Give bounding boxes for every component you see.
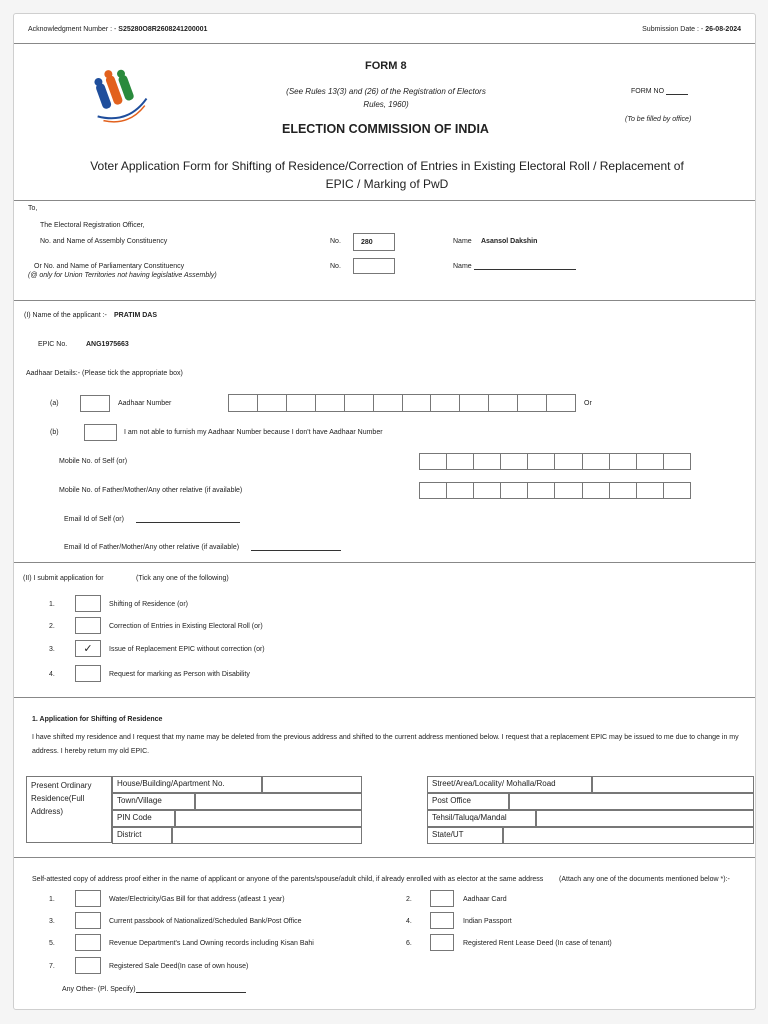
- shifting-checkbox[interactable]: [75, 595, 101, 612]
- applicant-name-value: PRATIM DAS: [114, 312, 158, 319]
- post-office-field[interactable]: [509, 793, 754, 810]
- street-field[interactable]: [592, 776, 754, 793]
- ack-value: S25280O8R2608241200001: [118, 26, 208, 33]
- pwd-option-label: Request for marking as Person with Disability: [109, 671, 250, 678]
- other-doc: [62, 986, 246, 993]
- pc-note: (@ only for Union Territories not having legislative Assembly): [28, 272, 217, 279]
- divider: [14, 697, 755, 698]
- submit-label: (II) I submit application for: [23, 575, 104, 582]
- commission-name: ELECTION COMMISSION OF INDIA: [282, 122, 489, 136]
- divider: [14, 857, 755, 858]
- form-no-label: FORM NO: [631, 88, 665, 95]
- ac-no-label: No.: [330, 238, 341, 245]
- doc-rent-deed-checkbox[interactable]: [430, 934, 454, 951]
- mobile-relative-label: Mobile No. of Father/Mother/Any other relative (if available): [59, 487, 243, 494]
- aadhaar-number-grid[interactable]: [228, 394, 576, 412]
- acknowledgment-number: [28, 26, 207, 33]
- ack-label: Acknowledgment Number : -: [28, 26, 117, 33]
- doc-sale-deed-checkbox[interactable]: [75, 957, 101, 974]
- district-label: District: [112, 827, 172, 844]
- house-field[interactable]: [262, 776, 362, 793]
- doc-number: 3.: [49, 918, 55, 925]
- doc-aadhaar-label: Aadhaar Card: [463, 896, 507, 903]
- town-field[interactable]: [195, 793, 362, 810]
- or-label: Or: [584, 400, 592, 407]
- ac-no-field[interactable]: 280: [353, 233, 395, 251]
- doc-utility-bill-label: Water/Electricity/Gas Bill for that address (atleast 1 year): [109, 896, 285, 903]
- doc-number: 5.: [49, 940, 55, 947]
- pc-name: [453, 263, 576, 270]
- option-number: 2.: [49, 623, 55, 630]
- rules-reference: (See Rules 13(3) and (26) of the Registration of Electors Rules, 1960): [286, 87, 486, 109]
- form-no-blank[interactable]: [666, 94, 688, 95]
- tehsil-label: Tehsil/Taluqa/Mandal: [427, 810, 536, 827]
- ac-name-label: Name: [453, 238, 472, 245]
- present-residence-label: Present Ordinary Residence(Full Address): [26, 776, 112, 843]
- doc-aadhaar-checkbox[interactable]: [430, 890, 454, 907]
- pc-no-label: No.: [330, 263, 341, 270]
- doc-number: 4.: [406, 918, 412, 925]
- doc-number: 2.: [406, 896, 412, 903]
- doc-passport-label: Indian Passport: [463, 918, 512, 925]
- doc-passbook-label: Current passbook of Nationalized/Scheduled Bank/Post Office: [109, 918, 302, 925]
- pc-no-field[interactable]: [353, 258, 395, 274]
- submission-value: 26-08-2024: [705, 26, 741, 33]
- doc-passbook-checkbox[interactable]: [75, 912, 101, 929]
- option-number: 4.: [49, 671, 55, 678]
- other-doc-blank[interactable]: [136, 992, 246, 993]
- state-field[interactable]: [503, 827, 754, 844]
- email-self-label: Email Id of Self (or): [64, 516, 124, 523]
- doc-number: 7.: [49, 963, 55, 970]
- pc-name-blank[interactable]: [474, 269, 576, 270]
- tehsil-field[interactable]: [536, 810, 754, 827]
- no-aadhaar-label: I am not able to furnish my Aadhaar Number because I don't have Aadhaar Number: [124, 429, 383, 436]
- district-field[interactable]: [172, 827, 362, 844]
- doc-number: 1.: [49, 896, 55, 903]
- aadhaar-details: [26, 370, 183, 377]
- street-label: Street/Area/Locality/ Mohalla/Road: [427, 776, 592, 793]
- aadhaar-option-checkbox[interactable]: [80, 395, 110, 412]
- submit-hint: (Tick any one of the following): [136, 575, 229, 582]
- office-note: (To be filled by office): [625, 116, 692, 123]
- proof-attach-note: (Attach any one of the documents mentioned below *):-: [559, 876, 730, 883]
- email-self-blank[interactable]: [136, 522, 240, 523]
- pc-name-label: Name: [453, 263, 472, 270]
- other-doc-label: Any Other- (Pl. Specify): [62, 986, 136, 993]
- proof-intro: Self-attested copy of address proof either in the name of applicant or anyone of the parents/spouse/adult child, if already enrolled with as elector at the same address: [32, 876, 544, 883]
- doc-land-records-checkbox[interactable]: [75, 934, 101, 951]
- state-label: State/UT: [427, 827, 503, 844]
- option-number: 3.: [49, 646, 55, 653]
- correction-option-label: Correction of Entries in Existing Electoral Roll (or): [109, 623, 263, 630]
- pc-label: Or No. and Name of Parliamentary Constituency: [34, 263, 185, 270]
- option-a-label: (a): [50, 400, 59, 407]
- ac-label: No. and Name of Assembly Constituency: [40, 238, 168, 245]
- form-heading: Voter Application Form for Shifting of Residence/Correction of Entries in Existing Electoral Roll / Replacement of EPIC / Marking of PwD: [90, 159, 684, 191]
- option-number: 1.: [49, 601, 55, 608]
- no-aadhaar-checkbox[interactable]: [84, 424, 117, 441]
- email-relative: [64, 544, 341, 551]
- submission-date: [642, 26, 741, 33]
- email-relative-blank[interactable]: [251, 550, 341, 551]
- ac-name-value: Asansol Dakshin: [481, 238, 538, 245]
- form-no: [631, 88, 688, 95]
- shifting-declaration: I have shifted my residence and I request that my name may be deleted from the previous address and shifted to the current address mentioned below. I request that a replacement EPIC may be issued to me due to change in my address. I hereby return my old EPIC.: [32, 734, 739, 755]
- divider: [14, 300, 755, 301]
- doc-sale-deed-label: Registered Sale Deed(In case of own house): [109, 963, 249, 970]
- pin-field[interactable]: [175, 810, 362, 827]
- to-label: To,: [28, 205, 38, 212]
- epic-label: EPIC No.: [38, 341, 68, 348]
- form-title: FORM 8: [365, 60, 407, 72]
- eci-logo-icon: [79, 64, 159, 134]
- house-label: House/Building/Apartment No.: [112, 776, 262, 793]
- aadhaar-hint: (Please tick the appropriate box): [82, 370, 183, 377]
- email-self: [64, 516, 240, 523]
- applicant-name-label: (I) Name of the applicant :-: [24, 312, 107, 319]
- mobile-self-grid[interactable]: [419, 453, 691, 470]
- town-label: Town/Village: [112, 793, 195, 810]
- replacement-option-label: Issue of Replacement EPIC without correction (or): [109, 646, 265, 653]
- divider: [14, 200, 755, 201]
- shifting-option-label: Shifting of Residence (or): [109, 601, 188, 608]
- doc-number: 6.: [406, 940, 412, 947]
- mobile-relative-grid[interactable]: [419, 482, 691, 499]
- mobile-self-label: Mobile No. of Self (or): [59, 458, 128, 465]
- divider: [14, 562, 755, 563]
- ero-label: The Electoral Registration Officer,: [40, 222, 145, 229]
- shifting-heading: 1. Application for Shifting of Residence: [32, 716, 163, 723]
- form-page: [13, 13, 756, 1010]
- doc-passport-checkbox[interactable]: [430, 912, 454, 929]
- correction-checkbox[interactable]: [75, 617, 101, 634]
- divider: [14, 43, 755, 44]
- post-office-label: Post Office: [427, 793, 509, 810]
- pin-label: PIN Code: [112, 810, 175, 827]
- epic-value: ANG1975663: [86, 341, 129, 348]
- aadhaar-number-label: Aadhaar Number: [118, 400, 172, 407]
- option-b-label: (b): [50, 429, 59, 436]
- doc-utility-bill-checkbox[interactable]: [75, 890, 101, 907]
- pwd-checkbox[interactable]: [75, 665, 101, 682]
- email-relative-label: Email Id of Father/Mother/Any other relative (if available): [64, 544, 240, 551]
- replacement-epic-checkbox[interactable]: ✓: [75, 640, 101, 657]
- submission-label: Submission Date : -: [642, 26, 704, 33]
- doc-land-records-label: Revenue Department's Land Owning records including Kisan Bahi: [109, 940, 314, 947]
- aadhaar-details-label: Aadhaar Details:-: [26, 370, 81, 377]
- doc-rent-deed-label: Registered Rent Lease Deed (In case of tenant): [463, 940, 612, 947]
